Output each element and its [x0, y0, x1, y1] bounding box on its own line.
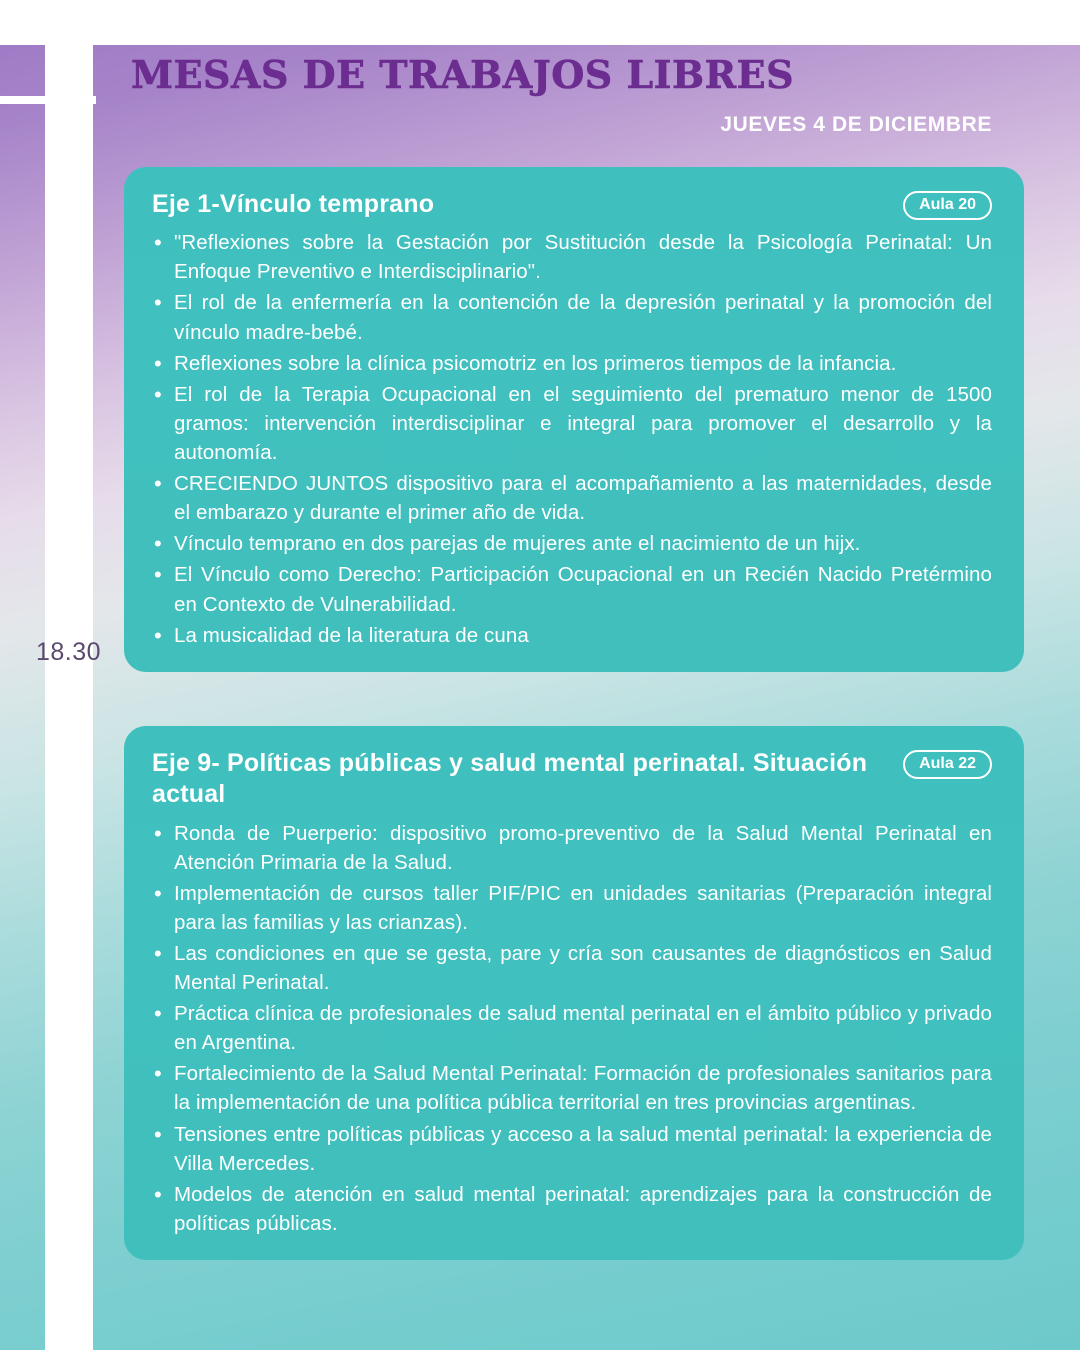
list-item: • El rol de la enfermería en la contención de la depresión perinatal y la promoción del vínculo madre-bebé.: [152, 288, 992, 346]
page-title: MESAS DE TRABAJOS LIBRES: [131, 52, 795, 97]
list-item: • Implementación de cursos taller PIF/PIC en unidades sanitarias (Preparación integral para las familias y las crianzas).: [152, 879, 992, 937]
room-badge: Aula 20: [903, 191, 992, 220]
secondary-white-bar: [0, 96, 96, 104]
list-item: • Ronda de Puerperio: dispositivo promo-preventivo de la Salud Mental Perinatal en Atención Primaria de la Salud.: [152, 819, 992, 877]
session-time: 18.30: [36, 638, 102, 666]
list-item: • CRECIENDO JUNTOS dispositivo para el acompañamiento a las maternidades, desde el embarazo y durante el primer año de vida.: [152, 469, 992, 527]
list-item: • Práctica clínica de profesionales de salud mental perinatal en el ámbito público y privado en Argentina.: [152, 999, 992, 1057]
session-card: [124, 726, 1024, 1260]
list-item: • La musicalidad de la literatura de cuna: [152, 621, 992, 650]
session-title: Eje 1-Vínculo temprano: [152, 190, 435, 218]
session-item-list: [152, 228, 992, 650]
list-item: • El rol de la Terapia Ocupacional en el seguimiento del prematuro menor de 1500 gramos: intervención interdisciplinar e integral para promover el desarrollo y la autonomía.: [152, 380, 992, 467]
room-badge: Aula 22: [903, 750, 992, 779]
left-white-bar: [45, 0, 93, 1350]
session-title: Eje 9- Políticas públicas y salud mental perinatal. Situación actual: [152, 749, 868, 809]
list-item: • Las condiciones en que se gesta, pare y cría son causantes de diagnósticos en Salud Mental Perinatal.: [152, 939, 992, 997]
session-header: [152, 187, 992, 220]
top-white-bar: [0, 0, 1080, 45]
list-item: • Tensiones entre políticas públicas y acceso a la salud mental perinatal: la experiencia de Villa Mercedes.: [152, 1120, 992, 1178]
list-item: • El Vínculo como Derecho: Participación Ocupacional en un Recién Nacido Pretérmino en Contexto de Vulnerabilidad.: [152, 560, 992, 618]
session-item-list: [152, 819, 992, 1239]
list-item: • Fortalecimiento de la Salud Mental Perinatal: Formación de profesionales sanitarios para la implementación de una política pública territorial en tres provincias argentinas.: [152, 1059, 992, 1117]
list-item: • Reflexiones sobre la clínica psicomotriz en los primeros tiempos de la infancia.: [152, 349, 992, 378]
session-card: [124, 167, 1024, 672]
event-date: JUEVES 4 DE DICIEMBRE: [720, 113, 992, 136]
list-item: • "Reflexiones sobre la Gestación por Sustitución desde la Psicología Perinatal: Un Enfoque Preventivo e Interdisciplinario".: [152, 228, 992, 286]
list-item: • Modelos de atención en salud mental perinatal: aprendizajes para la construcción de políticas públicas.: [152, 1180, 992, 1238]
session-header: [152, 746, 992, 811]
list-item: • Vínculo temprano en dos parejas de mujeres ante el nacimiento de un hijx.: [152, 529, 992, 558]
